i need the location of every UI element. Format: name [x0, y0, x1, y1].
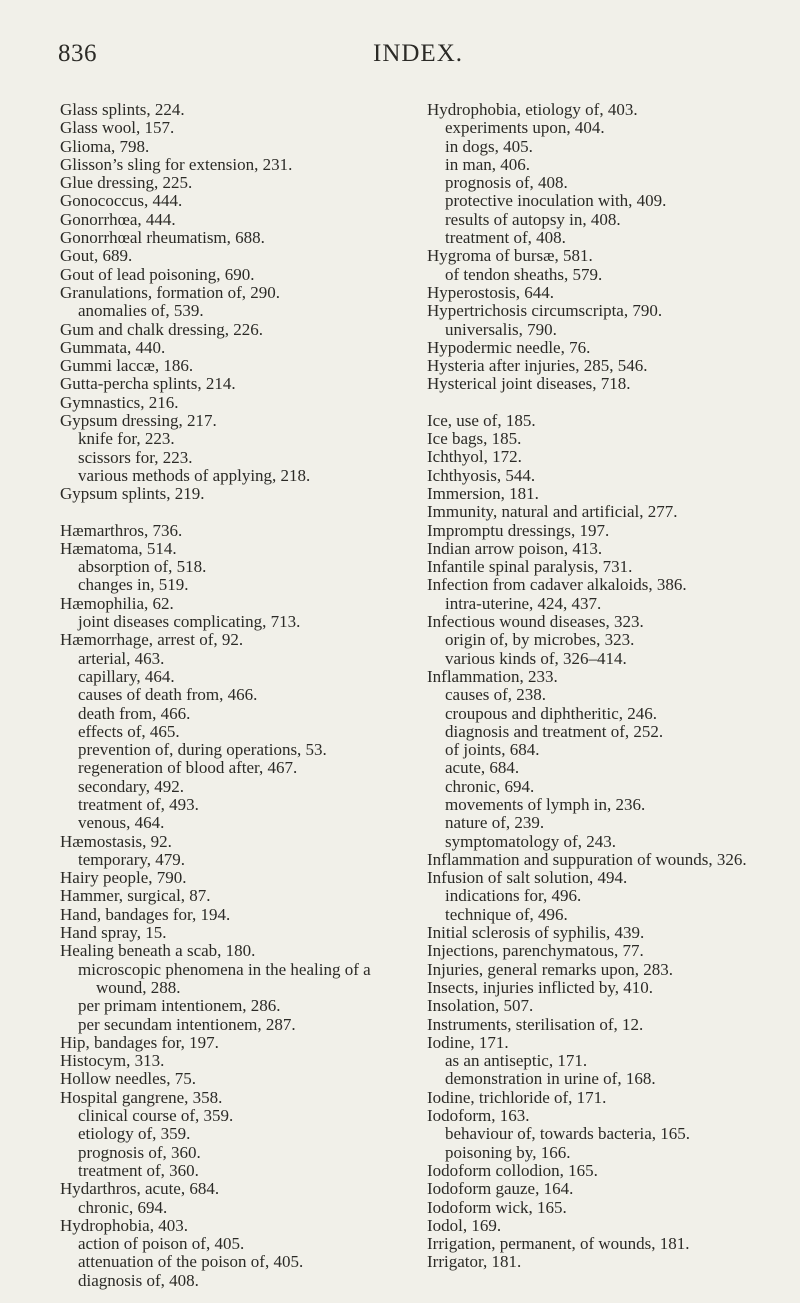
index-entry: Injections, parenchymatous, 77. — [427, 941, 644, 961]
index-entry: Irrigation, permanent, of wounds, 181. — [427, 1234, 690, 1254]
index-subentry: croupous and diphtheritic, 246. — [445, 703, 657, 723]
index-subentry: scissors for, 223. — [78, 447, 193, 467]
index-subentry: changes in, 519. — [78, 575, 189, 595]
index-entry: Hysterical joint diseases, 718. — [427, 374, 631, 394]
index-entry: Hammer, surgical, 87. — [60, 886, 211, 906]
index-entry: Hollow needles, 75. — [60, 1069, 196, 1089]
index-subentry: treatment of, 360. — [78, 1160, 199, 1180]
index-entry: Indian arrow poison, 413. — [427, 538, 603, 558]
index-subentry: as an antiseptic, 171. — [445, 1051, 588, 1071]
index-entry: Glisson’s sling for extension, 231. — [60, 154, 293, 174]
index-entry: Hæmostasis, 92. — [60, 831, 172, 851]
index-entry: Gymnastics, 216. — [60, 392, 179, 412]
index-entry: Gummata, 440. — [60, 337, 166, 357]
index-entry: Hand spray, 15. — [60, 923, 167, 943]
index-subentry: etiology of, 359. — [78, 1124, 191, 1144]
index-entry: Hydrophobia, 403. — [60, 1215, 188, 1235]
index-entry: Irrigator, 181. — [427, 1252, 522, 1272]
index-entry: Hyperostosis, 644. — [427, 282, 555, 302]
index-entry: Hygroma of bursæ, 581. — [427, 246, 593, 266]
index-entry: Infection from cadaver alkaloids, 386. — [427, 575, 687, 595]
index-entry: Gypsum dressing, 217. — [60, 411, 217, 431]
index-entry: Ice bags, 185. — [427, 429, 522, 449]
index-column-left — [60, 101, 395, 1290]
index-entry: Iodoform, 163. — [427, 1106, 530, 1126]
index-entry: Hospital gangrene, 358. — [60, 1087, 223, 1107]
index-entry: Glue dressing, 225. — [60, 173, 193, 193]
index-subentry: anomalies of, 539. — [78, 301, 204, 321]
index-subentry: various kinds of, 326–414. — [445, 648, 627, 668]
index-entry: Granulations, formation of, 290. — [60, 282, 281, 302]
index-entry: Iodol, 169. — [427, 1215, 502, 1235]
index-subentry: technique of, 496. — [445, 904, 568, 924]
index-subentry: absorption of, 518. — [78, 557, 207, 577]
index-subentry: effects of, 465. — [78, 721, 180, 741]
index-subentry: symptomatology of, 243. — [445, 831, 616, 851]
index-entry: Gonorrhœa, 444. — [60, 209, 176, 229]
index-subentry: indications for, 496. — [445, 886, 582, 906]
index-subentry: secondary, 492. — [78, 776, 185, 796]
index-subentry: prognosis of, 360. — [78, 1142, 201, 1162]
index-entry: Hairy people, 790. — [60, 868, 187, 888]
index-subentry: protective inoculation with, 409. — [445, 191, 667, 211]
index-entry: Hæmarthros, 736. — [60, 520, 183, 540]
index-entry: Hæmorrhage, arrest of, 92. — [60, 630, 244, 650]
index-subentry: microscopic phenomena in the healing of a wound, 288. — [78, 959, 371, 997]
index-subentry: poisoning by, 166. — [445, 1142, 571, 1162]
index-subentry: treatment of, 408. — [445, 228, 566, 248]
index-subentry: joint diseases complicating, 713. — [78, 612, 301, 632]
index-entry: Gout, 689. — [60, 246, 133, 266]
index-entry: Iodine, 171. — [427, 1032, 509, 1052]
index-entry: Healing beneath a scab, 180. — [60, 941, 256, 961]
index-subentry: knife for, 223. — [78, 429, 175, 449]
index-entry: Iodoform gauze, 164. — [427, 1179, 574, 1199]
index-entry: Glass splints, 224. — [60, 100, 185, 119]
index-subentry: clinical course of, 359. — [78, 1106, 234, 1126]
index-subentry: treatment of, 493. — [78, 794, 199, 814]
index-subentry: capillary, 464. — [78, 666, 175, 686]
index-subentry: causes of, 238. — [445, 685, 547, 705]
index-subentry: behaviour of, towards bacteria, 165. — [445, 1124, 690, 1144]
index-entry: Gum and chalk dressing, 226. — [60, 319, 264, 339]
index-subentry: experiments upon, 404. — [445, 118, 605, 138]
index-subentry: demonstration in urine of, 168. — [445, 1069, 656, 1089]
index-entry: Immersion, 181. — [427, 483, 539, 503]
index-entry: Hip, bandages for, 197. — [60, 1032, 219, 1052]
index-subentry: attenuation of the poison of, 405. — [78, 1252, 304, 1272]
running-head: INDEX. — [373, 40, 464, 67]
index-entry: Ichthyosis, 544. — [427, 465, 536, 485]
index-entry: Gutta-percha splints, 214. — [60, 374, 236, 394]
index-entry: Infusion of salt solution, 494. — [427, 868, 628, 888]
index-entry: Hydarthros, acute, 684. — [60, 1179, 220, 1199]
index-subentry: diagnosis of, 408. — [78, 1270, 199, 1290]
index-entry: Instruments, sterilisation of, 12. — [427, 1014, 644, 1034]
index-subentry: acute, 684. — [445, 758, 520, 778]
index-entry: Hysteria after injuries, 285, 546. — [427, 356, 648, 376]
index-entry: Insects, injuries inflicted by, 410. — [427, 977, 653, 997]
page-number: 836 — [58, 40, 97, 67]
index-entry: Initial sclerosis of syphilis, 439. — [427, 923, 645, 943]
index-subentry: chronic, 694. — [445, 776, 535, 796]
index-entry: Gonorrhœal rheumatism, 688. — [60, 228, 265, 248]
index-subentry: per primam intentionem, 286. — [78, 996, 281, 1016]
index-subentry: temporary, 479. — [78, 849, 186, 869]
index-entry: Iodoform wick, 165. — [427, 1197, 567, 1217]
index-entry: Insolation, 507. — [427, 996, 534, 1016]
index-entry: Gonococcus, 444. — [60, 191, 183, 211]
index-entry: Inflammation and suppuration of wounds, 326. — [427, 849, 747, 869]
index-entry: Impromptu dressings, 197. — [427, 520, 610, 540]
index-subentry: in dogs, 405. — [445, 136, 533, 156]
index-entry: Gout of lead poisoning, 690. — [60, 264, 255, 284]
index-entry: Immunity, natural and artificial, 277. — [427, 502, 678, 522]
index-subentry: arterial, 463. — [78, 648, 165, 668]
index-subentry: action of poison of, 405. — [78, 1234, 245, 1254]
index-entry: Hydrophobia, etiology of, 403. — [427, 100, 638, 119]
index-column-right — [427, 101, 787, 1272]
index-subentry: venous, 464. — [78, 813, 165, 833]
index-entry: Hæmophilia, 62. — [60, 593, 174, 613]
index-entry: Hæmatoma, 514. — [60, 538, 177, 558]
index-entry: Inflammation, 233. — [427, 666, 558, 686]
index-subentry: prognosis of, 408. — [445, 173, 568, 193]
index-subentry: universalis, 790. — [445, 319, 557, 339]
index-subentry: diagnosis and treatment of, 252. — [445, 721, 664, 741]
index-subentry: in man, 406. — [445, 154, 530, 174]
index-entry: Gummi laccæ, 186. — [60, 356, 194, 376]
index-subentry: movements of lymph in, 236. — [445, 794, 646, 814]
index-subentry: intra-uterine, 424, 437. — [445, 593, 602, 613]
index-subentry: results of autopsy in, 408. — [445, 209, 621, 229]
index-entry: Histocym, 313. — [60, 1051, 165, 1071]
index-subentry: of joints, 684. — [445, 740, 540, 760]
index-subentry: of tendon sheaths, 579. — [445, 264, 603, 284]
index-subentry: prevention of, during operations, 53. — [78, 740, 327, 760]
index-entry: Hypodermic needle, 76. — [427, 337, 591, 357]
index-subentry: causes of death from, 466. — [78, 685, 258, 705]
index-entry: Hand, bandages for, 194. — [60, 904, 231, 924]
index-entry: Iodoform collodion, 165. — [427, 1160, 598, 1180]
index-subentry: nature of, 239. — [445, 813, 545, 833]
index-entry: Iodine, trichloride of, 171. — [427, 1087, 607, 1107]
index-subentry: chronic, 694. — [78, 1197, 168, 1217]
index-entry: Glioma, 798. — [60, 136, 150, 156]
index-entry: Gypsum splints, 219. — [60, 484, 205, 504]
index-entry: Infantile spinal paralysis, 731. — [427, 557, 633, 577]
index-entry: Glass wool, 157. — [60, 118, 175, 138]
index-entry: Ice, use of, 185. — [427, 410, 536, 430]
index-entry: Ichthyol, 172. — [427, 447, 522, 467]
index-subentry: origin of, by microbes, 323. — [445, 630, 635, 650]
index-subentry: per secundam intentionem, 287. — [78, 1014, 296, 1034]
index-subentry: various methods of applying, 218. — [78, 465, 311, 485]
index-entry: Hypertrichosis circumscripta, 790. — [427, 301, 663, 321]
index-subentry: death from, 466. — [78, 703, 191, 723]
index-entry: Injuries, general remarks upon, 283. — [427, 959, 673, 979]
index-entry: Infectious wound diseases, 323. — [427, 612, 644, 632]
index-subentry: regeneration of blood after, 467. — [78, 758, 298, 778]
